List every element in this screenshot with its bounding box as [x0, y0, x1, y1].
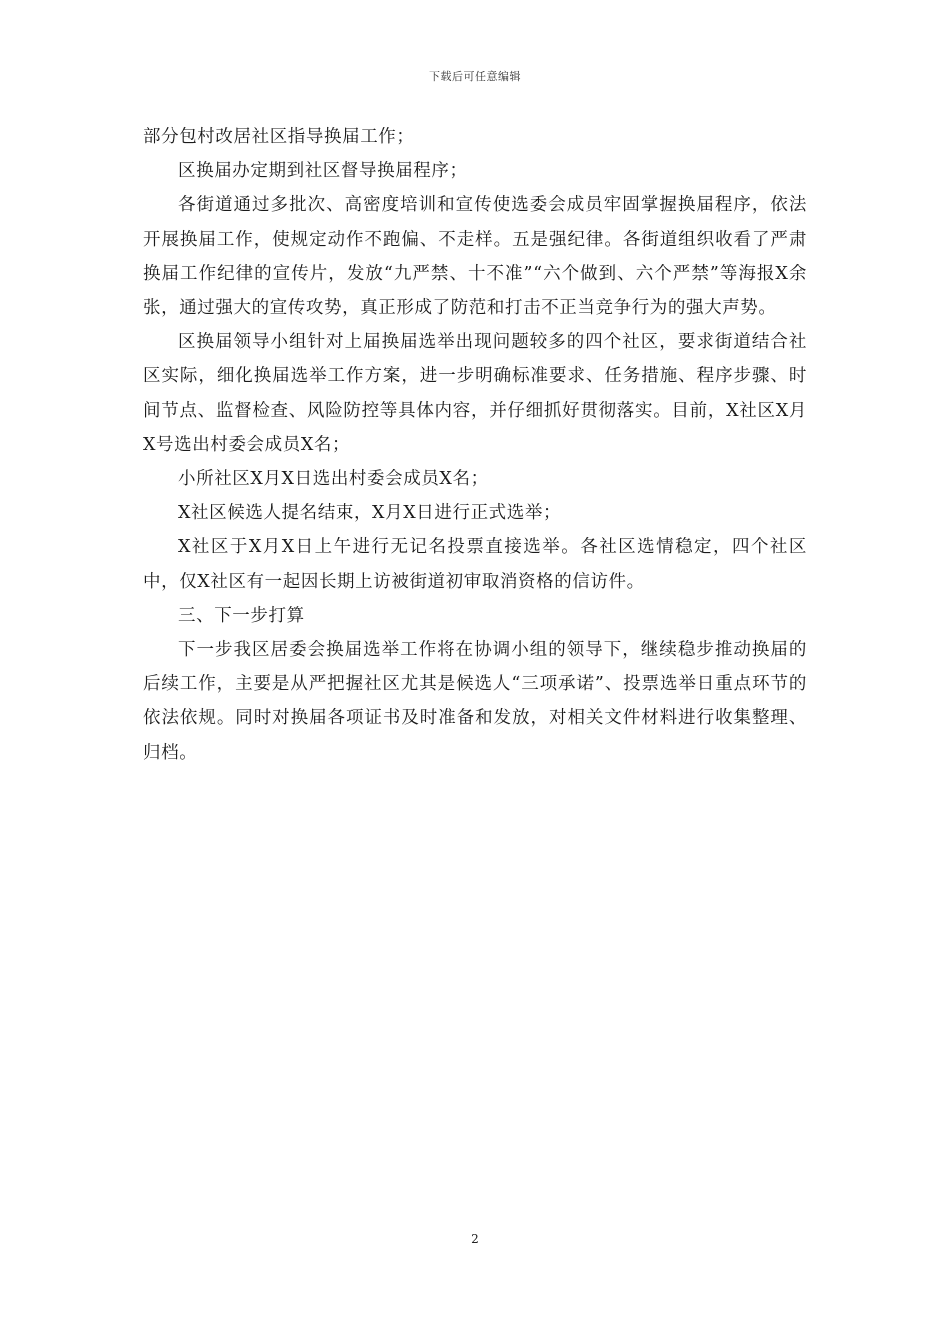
paragraph: 下一步我区居委会换届选举工作将在协调小组的领导下，继续稳步推动换届的后续工作，主要是从严把握社区尤其是候选人“三项承诺”、投票选举日重点环节的依法依规。同时对换届各项证书及时准备和发放，对相关文件材料进行收集整理、归档。 [143, 640, 807, 763]
paragraph: 部分包村改居社区指导换届工作； [143, 127, 415, 147]
paragraph: 区换届办定期到社区督导换届程序； [178, 161, 468, 182]
paragraph: X社区候选人提名结束，X月X日进行正式选举； [178, 503, 562, 524]
paragraph: 各街道通过多批次、高密度培训和宣传使选委会成员牢固掌握换届程序，依法开展换届工作，使规定动作不跑偏、不走样。五是强纪律。各街道组织收看了严肃换届工作纪律的宣传片，发放“九严禁、十不准”“六个做到、六个严禁”等海报X余张，通过强大的宣传攻势，真正形成了防范和打击不正当竞争行为的强大声势。 [143, 195, 807, 319]
paragraph: X社区于X月X日上午进行无记名投票直接选举。各社区选情稳定，四个社区中，仅X社区有一起因长期上访被街道初审取消资格的信访件。 [143, 537, 807, 592]
page-number: 2 [471, 1232, 479, 1246]
section-heading: 三、下一步打算 [178, 605, 305, 626]
document-body [143, 120, 807, 770]
paragraph: 区换届领导小组针对上届换届选举出现问题较多的四个社区，要求街道结合社区实际，细化换届选举工作方案，进一步明确标准要求、任务措施、程序步骤、时间节点、监督检查、风险防控等具体内容，并仔细抓好贯彻落实。目前，X社区X月X号选出村委会成员X名； [143, 332, 807, 455]
page-header: 下载后可任意编辑 [429, 70, 521, 83]
paragraph: 小所社区X月X日选出村委会成员X名； [178, 469, 489, 490]
